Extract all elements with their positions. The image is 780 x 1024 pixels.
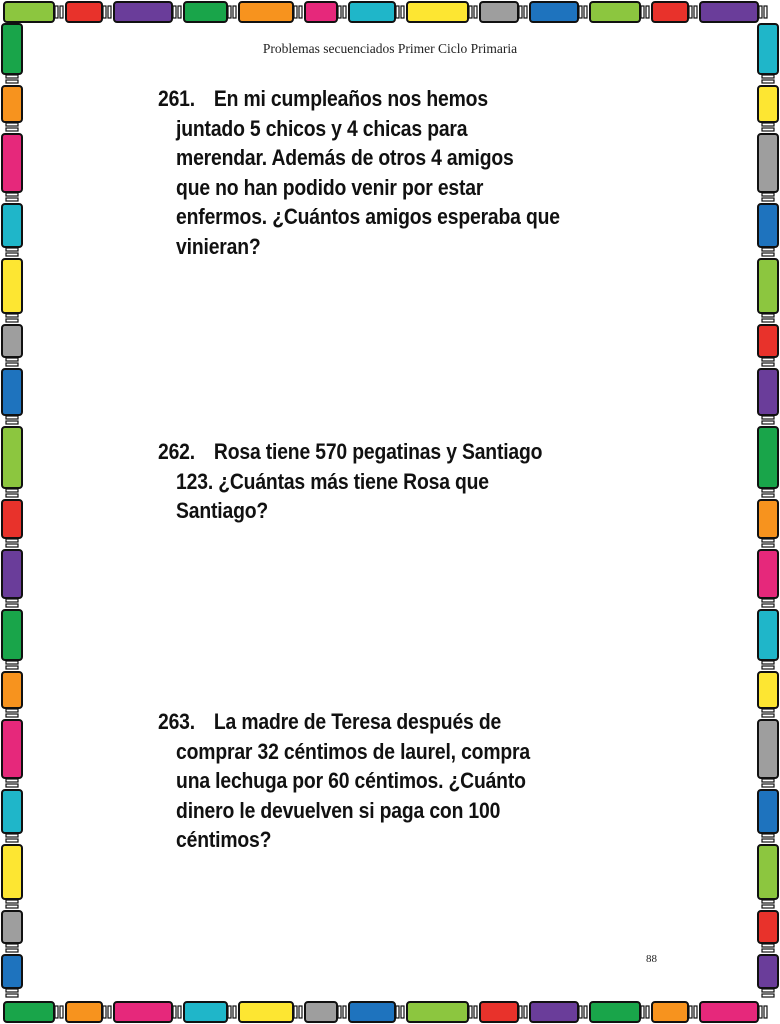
problem-line: céntimos? [176,827,272,852]
border-rung [762,944,774,947]
border-rung [579,6,582,18]
border-segment [2,955,22,988]
border-rung [762,358,774,361]
problem-line: que no han podido venir por estar [176,174,484,200]
border-rung [762,123,774,126]
problem-number: 262. [158,439,195,464]
border-rung [759,6,762,18]
border-segment [700,1002,758,1022]
border-rung [178,6,181,18]
border-segment [2,369,22,415]
border-segment [349,2,395,22]
border-rung [6,994,18,997]
border-rung [641,6,644,18]
border-rung [401,6,404,18]
problem-line: Rosa tiene 570 pegatinas y Santiago [213,439,543,464]
border-rung [6,599,18,602]
problem-line: 123. ¿Cuántas más tiene Rosa que [176,468,489,494]
problem-line: enfermos. ¿Cuántos amigos esperaba que [176,204,560,229]
border-rung [108,6,111,18]
border-rung [762,779,774,782]
border-rung [762,363,774,366]
border-rung [6,193,18,196]
problem-line: Santiago? [176,498,269,523]
border-rung [6,949,18,952]
border-rung [762,494,774,497]
border-rung [6,319,18,322]
problem-line: En mi cumpleaños nos hemos [213,86,488,111]
border-rung [762,314,774,317]
border-segment [758,911,778,943]
border-rung [584,1006,587,1018]
border-segment [2,911,22,943]
border-rung [103,6,106,18]
border-rung [762,421,774,424]
problem-line: merendar. Además de otros 4 amigos [176,145,514,170]
border-rung [762,416,774,419]
border-rung [299,6,302,18]
border-rung [584,6,587,18]
border-rung [519,6,522,18]
problem-261 [158,84,579,261]
border-rung [6,253,18,256]
border-segment [590,2,640,22]
border-segment [66,2,102,22]
problem-line: una lechuga por 60 céntimos. ¿Cuánto [176,768,526,793]
border-segment [2,86,22,122]
border-segment [758,427,778,488]
border-rung [343,1006,346,1018]
border-rung [233,1006,236,1018]
border-segment [758,134,778,192]
border-rung [694,6,697,18]
border-rung [524,6,527,18]
problem-line: comprar 32 céntimos de laurel, compra [176,738,530,764]
border-segment [2,259,22,313]
border-rung [6,489,18,492]
problem-line: juntado 5 chicos y 4 chicas para [176,115,468,141]
border-rung [103,1006,106,1018]
border-rung [762,714,774,717]
problem-263 [158,707,579,855]
border-segment [652,1002,688,1022]
border-rung [6,661,18,664]
border-segment [407,2,468,22]
border-rung [6,421,18,424]
border-rung [469,6,472,18]
border-segment [758,259,778,313]
border-rung [646,1006,649,1018]
border-rung [762,994,774,997]
border-rung [762,604,774,607]
border-rung [762,489,774,492]
border-rung [762,949,774,952]
border-segment [2,204,22,247]
border-rung [762,539,774,542]
border-segment [700,2,758,22]
border-rung [6,128,18,131]
border-rung [762,544,774,547]
border-segment [114,1002,172,1022]
border-segment [239,2,293,22]
problem-line: vinieran? [176,233,261,259]
border-rung [762,905,774,908]
border-rung [579,1006,582,1018]
border-rung [55,1006,58,1018]
border-rung [689,6,692,18]
border-segment [758,86,778,122]
border-rung [6,779,18,782]
border-segment [758,845,778,899]
border-rung [6,198,18,201]
border-rung [689,1006,692,1018]
border-rung [343,6,346,18]
border-rung [762,709,774,712]
border-segment [184,2,227,22]
border-segment [184,1002,227,1022]
border-rung [6,544,18,547]
border-rung [55,6,58,18]
border-rung [762,834,774,837]
border-rung [294,6,297,18]
border-segment [2,790,22,833]
border-segment [66,1002,102,1022]
border-segment [758,369,778,415]
border-rung [6,784,18,787]
border-segment [480,1002,518,1022]
border-rung [764,6,767,18]
border-rung [762,253,774,256]
border-segment [2,672,22,708]
border-rung [228,1006,231,1018]
border-rung [396,1006,399,1018]
border-rung [6,80,18,83]
problem-number: 263. [158,709,195,734]
problem-line: La madre de Teresa después de [213,709,502,734]
border-segment [652,2,688,22]
border-segment [4,2,54,22]
border-segment [2,845,22,899]
border-rung [401,1006,404,1018]
border-rung [524,1006,527,1018]
border-rung [6,494,18,497]
border-segment [2,550,22,598]
page-header: Problemas secuenciados Primer Ciclo Primaria [262,41,518,56]
border-rung [6,358,18,361]
border-rung [6,839,18,842]
border-rung [233,6,236,18]
border-segment [758,500,778,538]
border-segment [2,610,22,660]
border-rung [6,604,18,607]
border-segment [758,550,778,598]
border-rung [762,900,774,903]
border-rung [338,6,341,18]
border-rung [173,1006,176,1018]
border-segment [758,204,778,247]
border-segment [305,2,337,22]
border-rung [6,900,18,903]
border-rung [6,539,18,542]
border-segment [239,1002,293,1022]
border-rung [299,1006,302,1018]
border-segment [758,955,778,988]
border-rung [762,661,774,664]
border-segment [2,500,22,538]
border-rung [762,198,774,201]
border-segment [349,1002,395,1022]
border-segment [480,2,518,22]
border-rung [762,75,774,78]
border-segment [2,427,22,488]
border-rung [762,193,774,196]
border-rung [6,248,18,251]
border-rung [294,1006,297,1018]
border-segment [758,720,778,778]
border-segment [4,1002,54,1022]
border-rung [764,1006,767,1018]
border-segment [758,790,778,833]
border-rung [228,6,231,18]
page-number: 88 [646,953,657,965]
border-rung [641,1006,644,1018]
border-rung [762,319,774,322]
border-rung [519,1006,522,1018]
border-segment [407,1002,468,1022]
border-rung [762,80,774,83]
border-segment [305,1002,337,1022]
border-rung [60,6,63,18]
border-rung [6,363,18,366]
border-segment [114,2,172,22]
border-rung [6,709,18,712]
border-rung [762,128,774,131]
border-rung [108,1006,111,1018]
border-segment [2,325,22,357]
border-rung [762,839,774,842]
border-rung [173,6,176,18]
border-segment [2,720,22,778]
border-segment [758,610,778,660]
problem-number: 261. [158,86,195,111]
border-rung [6,989,18,992]
border-rung [6,944,18,947]
border-rung [762,989,774,992]
problem-262 [158,437,579,526]
border-rung [6,314,18,317]
border-rung [6,75,18,78]
border-segment [2,134,22,192]
border-rung [762,666,774,669]
border-rung [6,714,18,717]
border-rung [694,1006,697,1018]
problem-line: dinero le devuelven si paga con 100 [176,797,501,823]
border-rung [6,666,18,669]
border-rung [178,1006,181,1018]
border-segment [590,1002,640,1022]
border-rung [762,599,774,602]
border-rung [6,416,18,419]
border-rung [60,1006,63,1018]
border-rung [469,1006,472,1018]
border-segment [530,2,578,22]
border-segment [758,325,778,357]
border-rung [474,1006,477,1018]
border-rung [338,1006,341,1018]
border-rung [6,834,18,837]
border-rung [762,784,774,787]
border-rung [396,6,399,18]
border-rung [6,905,18,908]
border-rung [6,123,18,126]
border-segment [758,672,778,708]
border-rung [474,6,477,18]
border-rung [646,6,649,18]
border-rung [759,1006,762,1018]
border-segment [530,1002,578,1022]
border-rung [762,248,774,251]
